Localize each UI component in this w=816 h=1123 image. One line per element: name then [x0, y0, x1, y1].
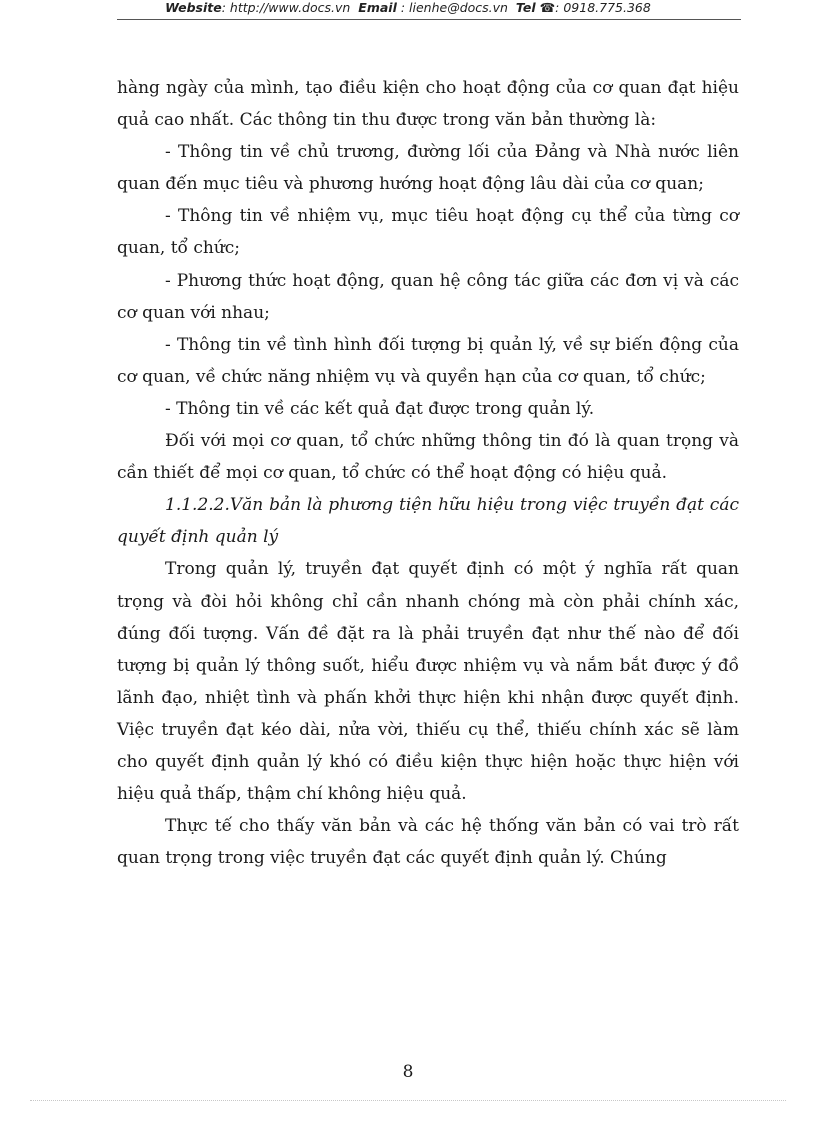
bullet-item: - Thông tin về nhiệm vụ, mục tiêu hoạt động cụ thể của từng cơ quan, tổ chức; [117, 206, 739, 259]
section-heading: 1.1.2.2.Văn bản là phương tiện hữu hiệu trong việc truyền đạt các quyết định quản lý [117, 495, 739, 548]
tel-value: : 0918.775.368 [555, 0, 651, 15]
page-header [0, 0, 816, 18]
header-divider [117, 19, 741, 20]
document-body [117, 72, 739, 874]
website-url[interactable]: : http://www.docs.vn [221, 0, 351, 15]
website-label: Website [165, 0, 222, 15]
tel-label: Tel [515, 0, 536, 15]
bullet-item: - Thông tin về tình hình đối tượng bị quản lý, về sự biến động của cơ quan, về chức năng nhiệm vụ và quyền hạn của cơ quan, tổ chức; [117, 334, 739, 387]
footer-divider [30, 1100, 786, 1101]
phone-icon: ☎ [539, 0, 556, 15]
bullet-item: - Thông tin về các kết quả đạt được trong quản lý. [165, 398, 595, 419]
email-label: Email [358, 0, 397, 15]
paragraph: hàng ngày của mình, tạo điều kiện cho hoạt động của cơ quan đạt hiệu quả cao nhất. Các thông tin thu được trong văn bản thường là: [117, 78, 739, 131]
bullet-item: - Thông tin về chủ trương, đường lối của Đảng và Nhà nước liên quan đến mục tiêu và phương hướng hoạt động lâu dài của cơ quan; [117, 142, 739, 195]
paragraph: Đối với mọi cơ quan, tổ chức những thông tin đó là quan trọng và cần thiết để mọi cơ quan, tổ chức có thể hoạt động có hiệu quả. [117, 431, 739, 484]
paragraph: Thực tế cho thấy văn bản và các hệ thống văn bản có vai trò rất quan trọng trong việc truyền đạt các quyết định quản lý. Chúng [117, 816, 739, 869]
page-number: 8 [402, 1062, 414, 1082]
paragraph: Trong quản lý, truyền đạt quyết định có một ý nghĩa rất quan trọng và đòi hỏi không chỉ cần nhanh chóng mà còn phải chính xác, đúng đối tượng. Vấn đề đặt ra là phải truyền đạt như thế nào để đối tượng bị quản lý thông suốt, hiểu được nhiệm vụ và nắm bắt được ý đồ lãnh đạo, nhiệt tình và phấn khởi thực hiện khi nhận được quyết định. Việc truyền đạt kéo dài, nửa vời, thiếu cụ thể, thiếu chính xác sẽ làm cho quyết định quản lý khó có điều kiện thực hiện hoặc thực hiện với hiệu quả thấp, thậm chí không hiệu quả. [117, 559, 739, 805]
email-value[interactable]: : lienhe@docs.vn [400, 0, 508, 15]
bullet-item: - Phương thức hoạt động, quan hệ công tác giữa các đơn vị và các cơ quan với nhau; [117, 270, 739, 323]
